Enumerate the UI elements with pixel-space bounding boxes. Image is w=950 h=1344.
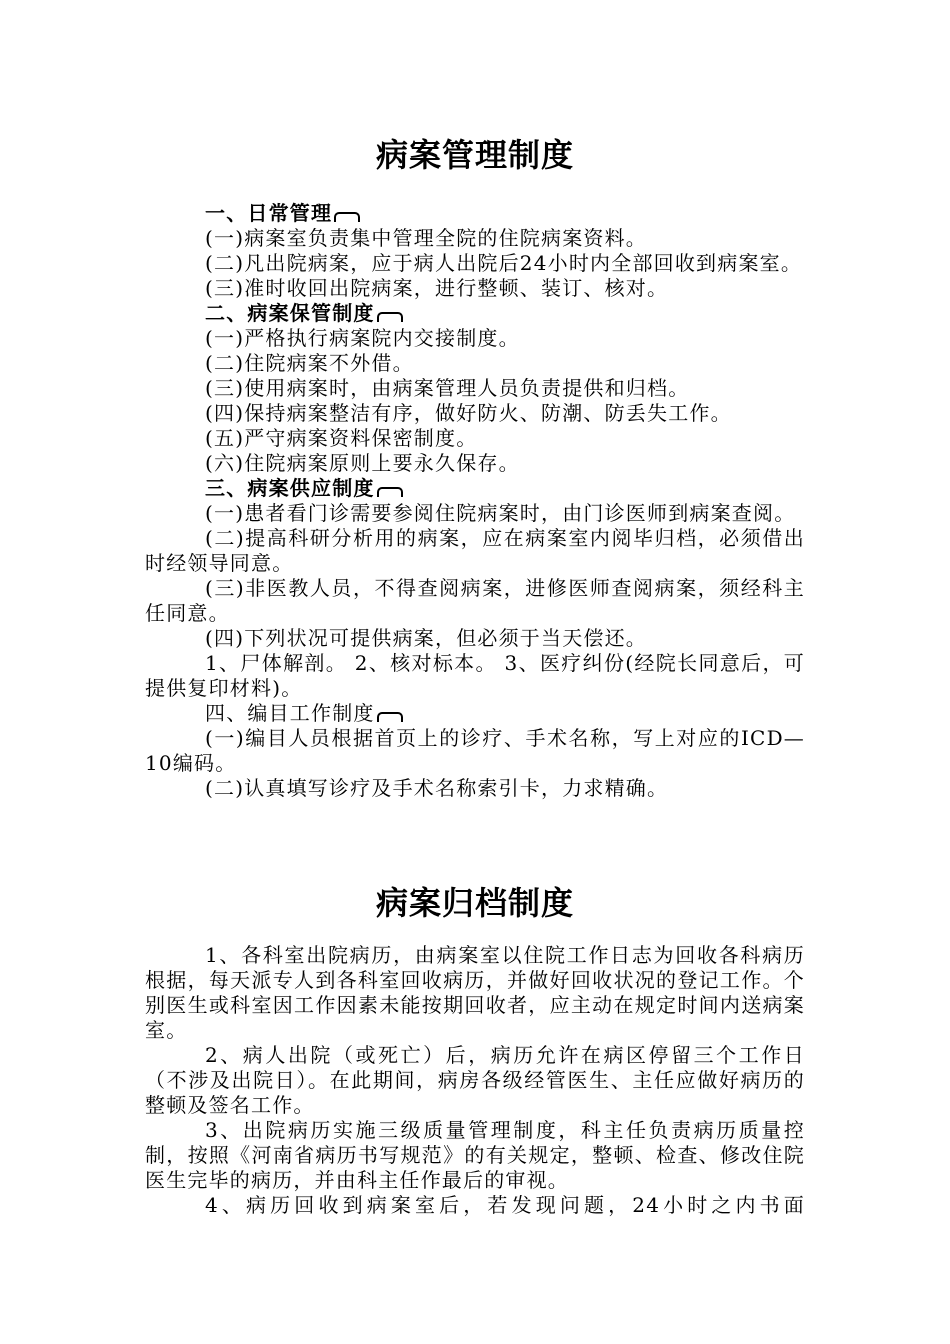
document-title: 病案管理制度 [375,136,574,174]
paragraph: (三)准时收回出院病案，进行整顿、装订、核对。 [205,276,669,300]
heading-text: 二、病案保管制度 [205,301,375,325]
section-heading [145,476,805,501]
section-heading [145,301,805,326]
bracket-mark-icon [377,712,403,722]
paragraph: (二)提高科研分析用的病案，应在病案室内阅毕归档，必须借出时经领导同意。 [145,526,805,575]
paragraph: 1、各科室出院病历，由病案室以住院工作日志为回收各科病历根据，每天派专人到各科室回收病历，并做好回收状况的登记工作。个别医生或科室因工作因素未能按期回收者，应主动在规定时间内送病案室。 [145,943,805,1042]
bracket-mark-icon [377,312,403,322]
paragraph: 4、病历回收到病案室后，若发现问题，24小时之内书面 [205,1193,805,1217]
section-management-rules [145,201,805,801]
paragraph: (六)住院病案原则上要永久保存。 [205,451,520,475]
paragraph: (一)患者看门诊需要参阅住院病案时，由门诊医师到病案查阅。 [205,501,796,525]
paragraph: (二)凡出院病案，应于病人出院后24小时内全部回收到病案室。 [205,251,803,275]
heading-text: 三、病案供应制度 [205,476,375,500]
section-heading [145,701,805,726]
paragraph: 1、尸体解剖。 2、核对标本。 3、医疗纠份(经院长同意后，可提供复印材料)。 [145,651,805,700]
heading-text: 一、日常管理 [205,201,333,225]
paragraph: (三)使用病案时，由病案管理人员负责提供和归档。 [205,376,690,400]
paragraph: (五)严守病案资料保密制度。 [205,426,478,450]
heading-text: 四、编目工作制度 [205,701,375,725]
paragraph: (二)认真填写诊疗及手术名称索引卡，力求精确。 [205,776,669,800]
bracket-mark-icon [334,212,360,222]
paragraph: 3、出院病历实施三级质量管理制度，科主任负责病历质量控制，按照《河南省病历书写规范》的有关规定，整顿、检查、修改住院医生完毕的病历，并由科主任作最后的审视。 [145,1118,805,1192]
paragraph: (二)住院病案不外借。 [205,351,414,375]
bracket-mark-icon [377,487,403,497]
paragraph: (四)保持病案整洁有序，做好防火、防潮、防丢失工作。 [205,401,732,425]
section-heading [145,201,805,226]
paragraph: (一)严格执行病案院内交接制度。 [205,326,520,350]
paragraph: (一)编目人员根据首页上的诊疗、手术名称，写上对应的ICD—10编码。 [145,726,805,775]
paragraph: (四)下列状况可提供病案，但必须于当天偿还。 [205,626,648,650]
section-archiving-rules [145,943,805,1218]
document-title: 病案归档制度 [375,884,574,922]
paragraph: (一)病案室负责集中管理全院的住院病案资料。 [205,226,648,250]
paragraph: (三)非医教人员，不得查阅病案，进修医师查阅病案，须经科主任同意。 [145,576,805,625]
paragraph: 2、病人出院（或死亡）后，病历允许在病区停留三个工作日（不涉及出院日）。在此期间，病房各级经管医生、主任应做好病历的整顿及签名工作。 [145,1043,805,1117]
